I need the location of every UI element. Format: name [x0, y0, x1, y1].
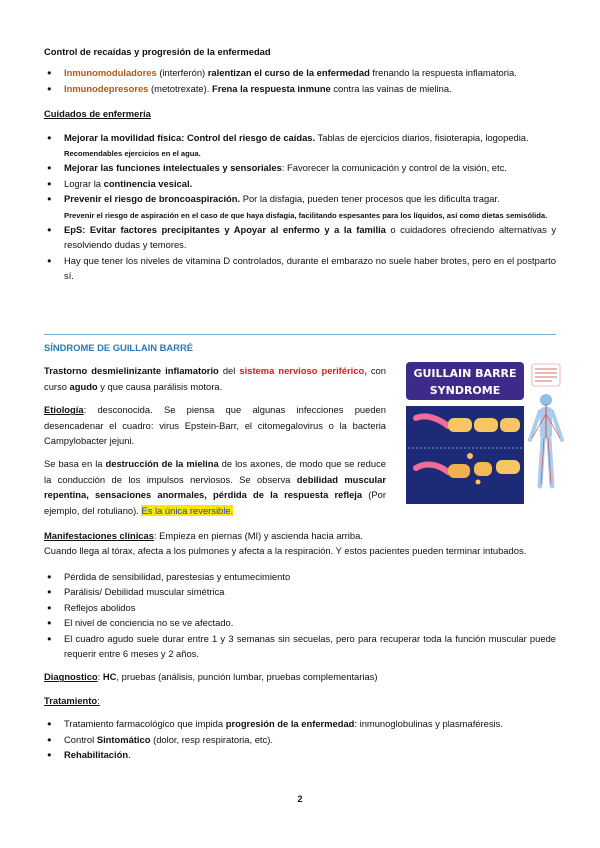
gbs-title: SÍNDROME DE GUILLAIN BARRÉ — [44, 342, 193, 353]
care-list — [44, 130, 556, 284]
relapse-title: Control de recaídas y progresión de la enfermedad — [44, 46, 271, 57]
list-item: ● El nivel de conciencia no se ve afectado. — [44, 615, 556, 630]
list-item: ● EpS: Evitar factores precipitantes y Apoyar al enfermo y a la familia o cuidadores ofreciendo alternativas y resolviendo dudas y temores. — [44, 222, 556, 253]
gbs-manifestations: Manifestaciones clínicas: Empieza en piernas (MI) y ascienda hacia arriba. Cuando llega al tórax, afecta a los pulmones y afecta a la respiración. Y estos pacientes pueden terminar intubados. — [44, 530, 527, 557]
gbs-etiology: Etiología: desconocida. Se piensa que algunas infecciones pueden desencadenar el cuadro: virus Epstein-Barr, el citomegalovirus o la bacteria Campylobacter jejuni. — [44, 404, 386, 447]
list-item: ● Reflejos abolidos — [44, 600, 556, 615]
gbs-diagnosis: Diagnostico: HC, pruebas (análisis, punción lumbar, pruebas complementarias) — [44, 671, 378, 683]
list-item: ● Inmunodepresores (metotrexate). Frena la respuesta inmune contra las vainas de mielina. — [44, 81, 556, 96]
symptoms-list — [44, 569, 556, 661]
list-item: ● Hay que tener los niveles de vitamina D controlados, durante el embarazo no suele haber brotes, pero en el postparto sí. — [44, 253, 556, 284]
page-number: 2 — [297, 794, 303, 804]
guillain-barre-illustration — [402, 356, 564, 506]
list-item: ● Mejorar las funciones intelectuales y sensoriales: Favorecer la comunicación y control de la visión, etc. — [44, 160, 556, 175]
list-item: ● Control Sintomático (dolor, resp respiratoria, etc). — [44, 732, 556, 747]
gbs-basis: Se basa en la destrucción de la mielina de los axones, de modo que se reduce la conducción de los impulsos nerviosos. Se observa debilidad muscular repentina, sensaciones anormales, pérdida de la respuesta refleja (Por ejemplo, del rotuliano). Es la única reversible. — [44, 458, 387, 516]
relapse-list — [44, 65, 556, 96]
gbs-intro: Trastorno desmielinizante inflamatorio del sistema nervioso periférico, con curso agudo y que causa parálisis motora. — [44, 365, 386, 392]
nerve-illustration-svg — [402, 356, 564, 506]
care-title: Cuidados de enfermería — [44, 108, 151, 120]
list-item: ● Parálisis/ Debilidad muscular simétrica — [44, 584, 556, 599]
banner-line-2: SYNDROME — [429, 384, 501, 397]
list-item: ● Mejorar la movilidad física: Control del riesgo de caídas. Tablas de ejercicios diarios, fisioterapia, logopedia. Recomendables ejercicios en el agua. — [44, 130, 556, 161]
list-item: ● El cuadro agudo suele durar entre 1 y 3 semanas sin secuelas, pero para recuperar toda la función muscular puede requerir entre 6 meses y 2 años. — [44, 631, 556, 662]
list-item: ● Inmunomoduladores (interferón) ralentizan el curso de la enfermedad frenando la respuesta inflamatoria. — [44, 65, 556, 80]
list-item: ● Prevenir el riesgo de broncoaspiración. Por la disfagia, pueden tener procesos que les dificulta tragar. Prevenir el riesgo de aspiración en el caso de que haya disfagia, facilitando espesantes para los líquidos, así como dietas semisólida. — [44, 191, 556, 222]
page-content — [44, 44, 556, 284]
list-item: ● Rehabilitación. — [44, 747, 556, 762]
banner-line-1: GUILLAIN BARRE — [413, 367, 517, 380]
gbs-treatment-title: Tratamiento: — [44, 694, 100, 706]
highlight-note: Es la única reversible. — [141, 504, 234, 516]
list-item: ● Tratamiento farmacológico que impida progresión de la enfermedad: inmunoglobulinas y plasmaféresis. — [44, 716, 556, 731]
gbs-left-column — [44, 363, 386, 518]
treatment-list — [44, 716, 556, 762]
list-item: ● Lograr la continencia vesical. — [44, 176, 556, 191]
list-item: ● Pérdida de sensibilidad, parestesias y entumecimiento — [44, 569, 556, 584]
section-divider — [44, 334, 556, 335]
